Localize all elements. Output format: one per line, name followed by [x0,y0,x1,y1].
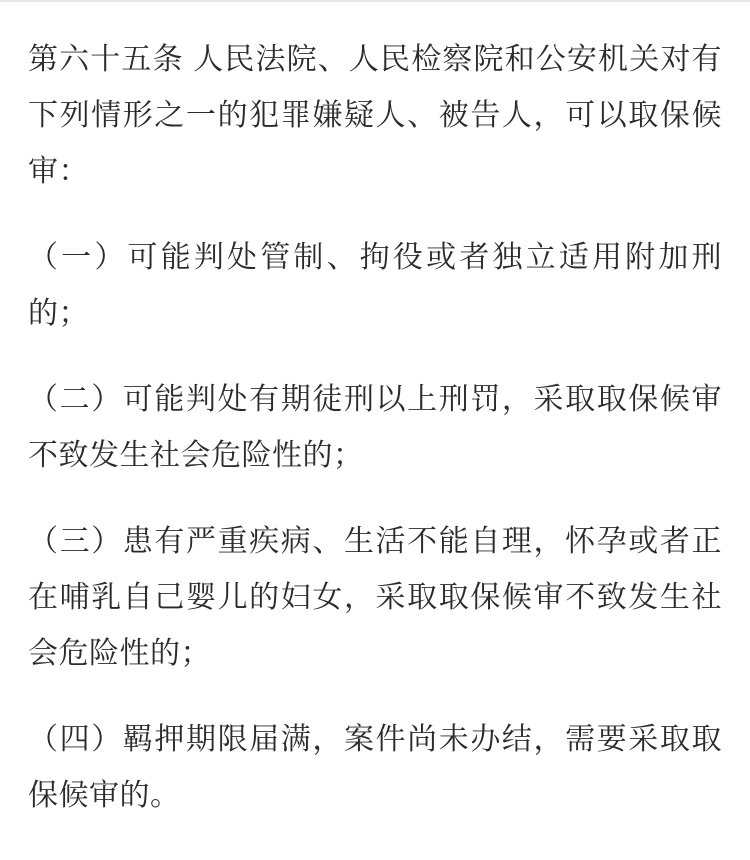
article-content [0,2,750,854]
article-item-4: （四）羁押期限届满，案件尚未办结，需要采取取保候审的。 [28,723,722,812]
article-item-3: （三）患有严重疾病、生活不能自理，怀孕或者正在哺乳自己婴儿的妇女，采取取保候审不致发生社会危险性的； [28,525,722,670]
article-item-2: （二）可能判处有期徒刑以上刑罚，采取取保候审不致发生社会危险性的； [28,383,722,472]
article-heading-paragraph: 第六十五条 人民法院、人民检察院和公安机关对有下列情形之一的犯罪嫌疑人、被告人，可以取保候审： [28,43,722,188]
article-item-1: （一）可能判处管制、拘役或者独立适用附加刑的； [28,241,722,330]
